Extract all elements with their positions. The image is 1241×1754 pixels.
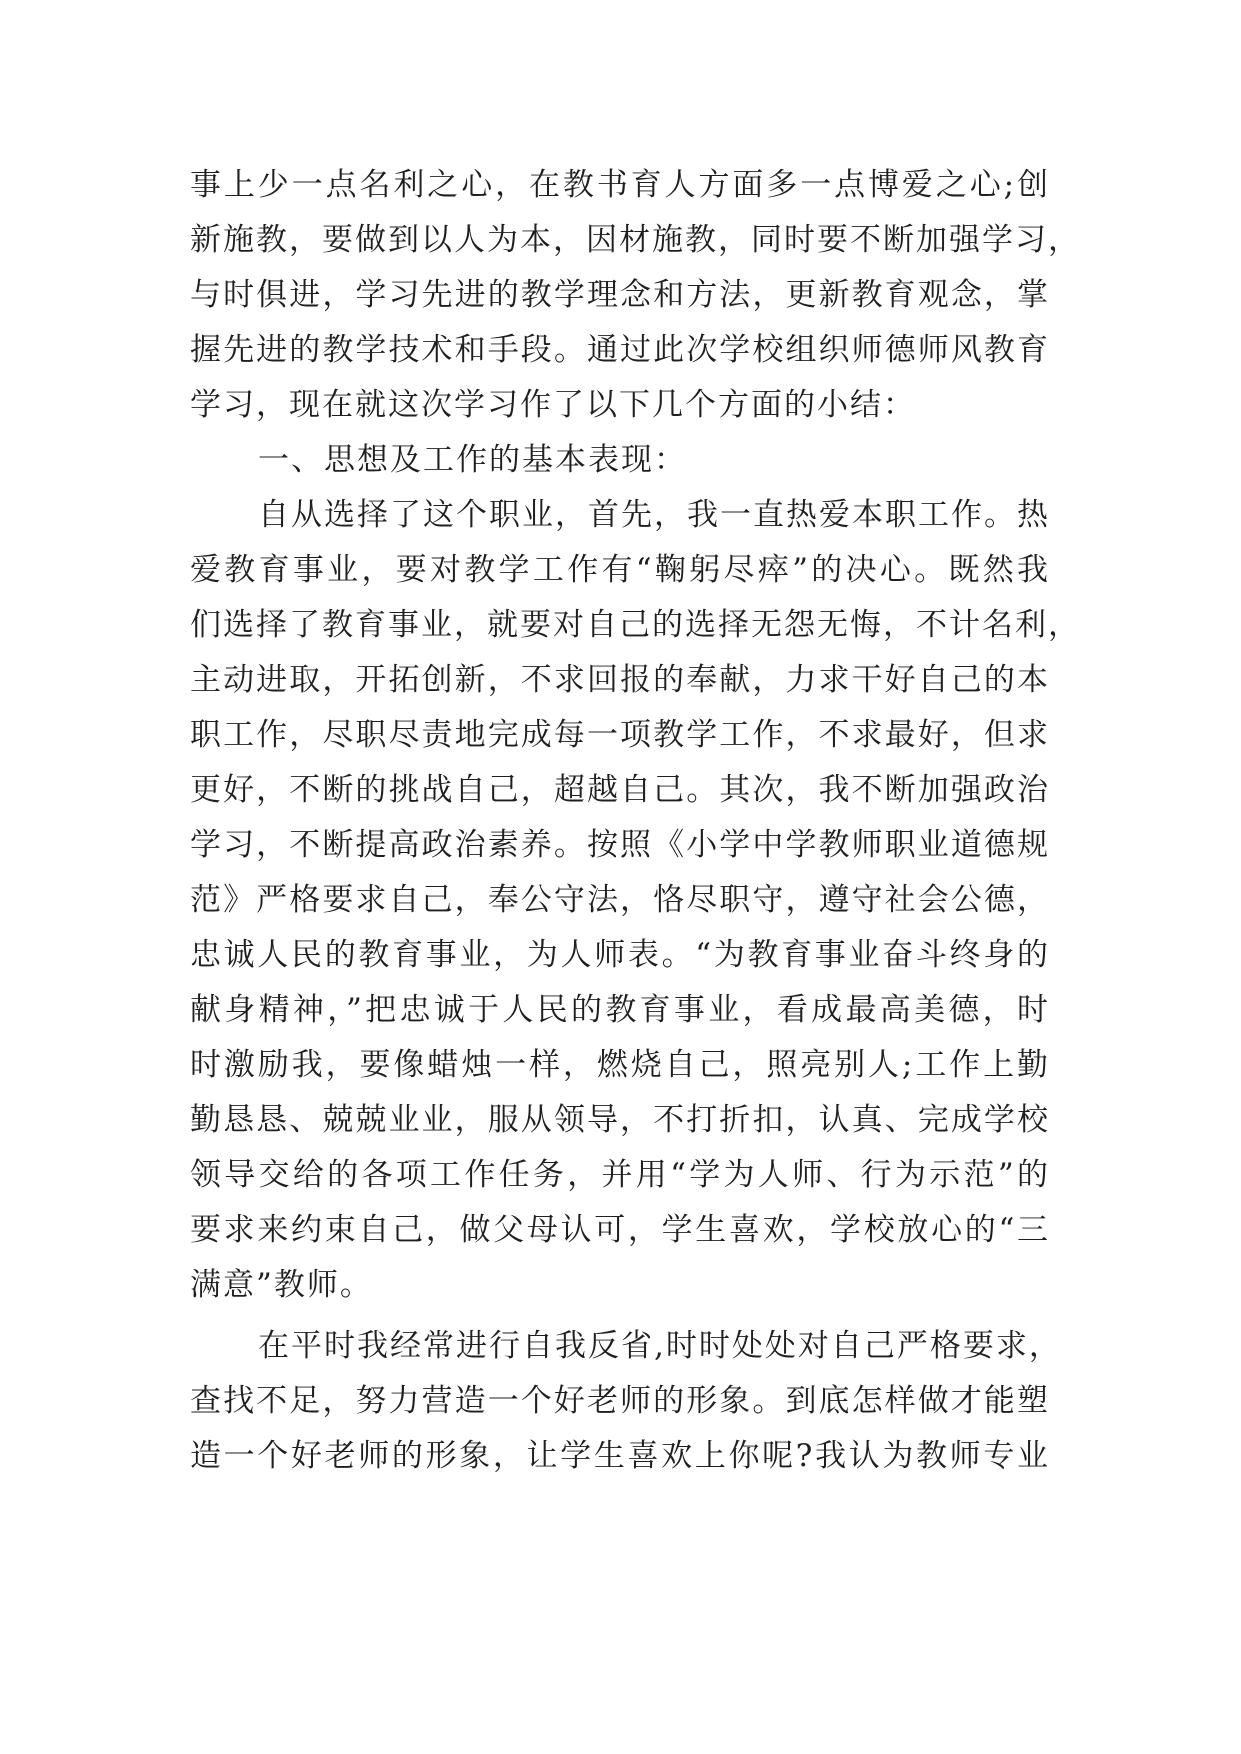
- paragraph-line: 忠诚人民的教育事业，为人师表。“为教育事业奋斗终身的: [190, 937, 1050, 973]
- paragraph-line: 时激励我，要像蜡烛一样，燃烧自己，照亮别人;工作上勤: [190, 1047, 1050, 1083]
- paragraph-line: 满意”教师。: [190, 1267, 373, 1303]
- paragraph-line: 造一个好老师的形象，让学生喜欢上你呢?我认为教师专业: [190, 1438, 1050, 1474]
- paragraph-line: 学习，不断提高政治素养。按照《小学中学教师职业道德规: [190, 827, 1050, 863]
- paragraph-line: 新施教，要做到以人为本，因材施教，同时要不断加强学习，: [190, 222, 1081, 258]
- paragraph-line: 更好，不断的挑战自己，超越自己。其次，我不断加强政治: [190, 772, 1050, 808]
- paragraph-line: 主动进取，开拓创新，不求回报的奉献，力求干好自己的本: [190, 662, 1050, 698]
- paragraph-line: 们选择了教育事业，就要对自己的选择无怨无悔，不计名利，: [190, 607, 1081, 643]
- paragraph-line: 握先进的教学技术和手段。通过此次学校组织师德师风教育: [190, 332, 1050, 368]
- paragraph-line: 勤恳恳、兢兢业业，服从领导，不打折扣，认真、完成学校: [190, 1102, 1050, 1138]
- paragraph-line: 爱教育事业，要对教学工作有“鞠躬尽瘁”的决心。既然我: [190, 552, 1050, 588]
- section-heading: 一、思想及工作的基本表现：: [258, 442, 687, 478]
- paragraph-line: 在平时我经常进行自我反省,时时处处对自己严格要求，: [258, 1328, 1062, 1364]
- paragraph-line: 领导交给的各项工作任务，并用“学为人师、行为示范”的: [190, 1157, 1050, 1193]
- paragraph-line: 与时俱进，学习先进的教学理念和方法，更新教育观念，掌: [190, 277, 1050, 313]
- paragraph-line: 范》严格要求自己，奉公守法，恪尽职守，遵守社会公德，: [190, 882, 1050, 918]
- paragraph-line: 自从选择了这个职业，首先，我一直热爱本职工作。热: [258, 497, 1050, 533]
- paragraph-line: 事上少一点名利之心，在教书育人方面多一点博爱之心;创: [190, 167, 1050, 203]
- paragraph-line: 查找不足，努力营造一个好老师的形象。到底怎样做才能塑: [190, 1383, 1050, 1419]
- paragraph-line: 要求来约束自己，做父母认可，学生喜欢，学校放心的“三: [190, 1212, 1050, 1248]
- paragraph-line: 学习，现在就这次学习作了以下几个方面的小结：: [190, 387, 916, 423]
- document-body: [190, 158, 1081, 1484]
- paragraph-line: 职工作，尽职尽责地完成每一项教学工作，不求最好，但求: [190, 717, 1050, 753]
- paragraph-line: 献身精神，”把忠诚于人民的教育事业，看成最高美德，时: [190, 992, 1050, 1028]
